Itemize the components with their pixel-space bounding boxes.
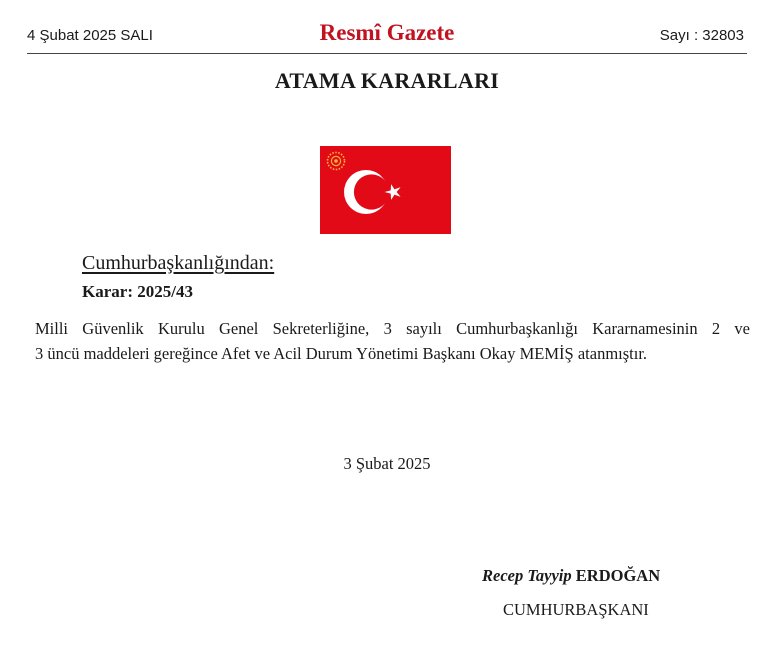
- decision-body-line-2: 3 üncü maddeleri gereğince Afet ve Acil Durum Yönetimi Başkanı Okay MEMİŞ atanmıştır.: [35, 344, 648, 363]
- decision-body-line-1: Milli Güvenlik Kurulu Genel Sekreterliğine, 3 sayılı Cumhurbaşkanlığı Kararnamesinin 2 ve: [35, 319, 750, 338]
- flag-crescent-inner: [354, 174, 389, 209]
- decision-body: [35, 316, 750, 366]
- issue-date: 4 Şubat 2025 SALI: [27, 27, 153, 44]
- decision-date: 3 Şubat 2025: [343, 454, 431, 473]
- gazette-title: Resmî Gazete: [319, 20, 455, 45]
- section-title: ATAMA KARARLARI: [274, 68, 500, 93]
- signer-name: [482, 566, 660, 586]
- signer-title: CUMHURBAŞKANI: [503, 600, 649, 619]
- header-divider: [27, 53, 747, 54]
- issue-number: Sayı : 32803: [659, 27, 744, 44]
- signer-surname: ERDOĞAN: [575, 566, 661, 585]
- decision-number: Karar: 2025/43: [82, 282, 193, 301]
- signer-first-names: Recep Tayyip: [482, 566, 572, 585]
- turkish-flag-icon: [320, 146, 451, 234]
- issuer-heading: Cumhurbaşkanlığından:: [82, 252, 275, 274]
